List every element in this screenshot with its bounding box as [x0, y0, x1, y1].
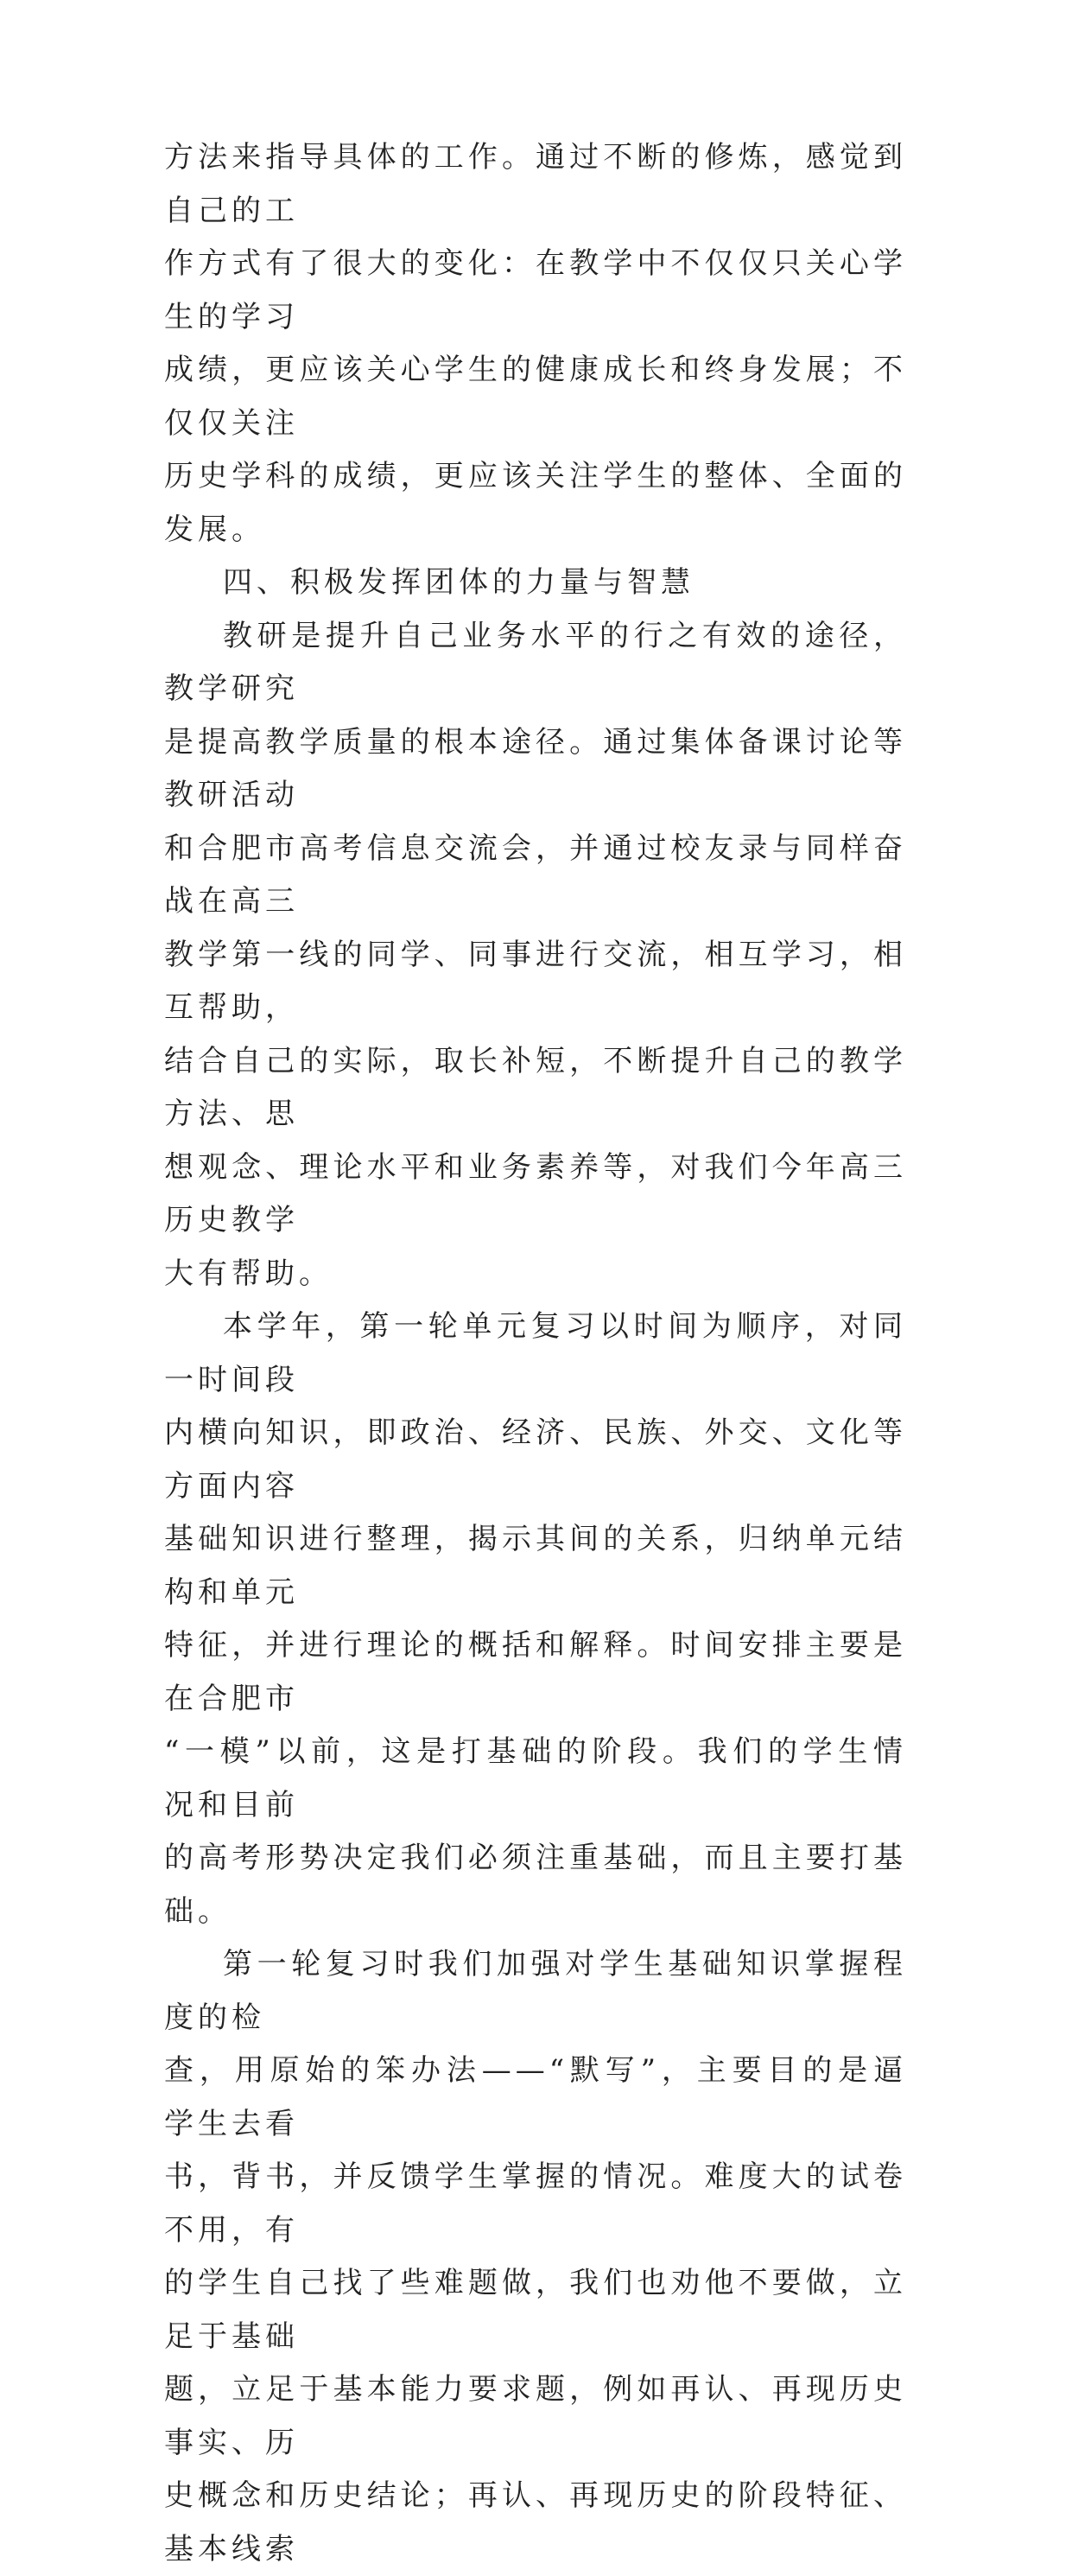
- document-body: [164, 131, 907, 2576]
- text-line: 的高考形势决定我们必须注重基础，而且主要打基础。: [164, 1841, 907, 1929]
- text-line: 内横向知识，即政治、经济、民族、外交、文化等方面内容: [164, 1415, 907, 1504]
- text-line: 书，背书，并反馈学生掌握的情况。难度大的试卷不用，有: [164, 2159, 907, 2248]
- text-line: 查，用原始的笨办法——“默写”，主要目的是逼学生去看: [164, 2053, 907, 2141]
- text-line: 历史学科的成绩，更应该关注学生的整体、全面的发展。: [164, 459, 907, 547]
- text-line: 是提高教学质量的根本途径。通过集体备课讨论等教研活动: [164, 724, 907, 812]
- section-heading: [164, 557, 907, 610]
- text-line: 方法来指导具体的工作。通过不断的修炼，感觉到自己的工: [164, 140, 907, 228]
- text-line: 教研是提升自己业务水平的行之有效的途径，教学研究: [164, 618, 907, 706]
- text-line: 特征，并进行理论的概括和解释。时间安排主要是在合肥市: [164, 1628, 907, 1716]
- text-line: 和合肥市高考信息交流会，并通过校友录与同样奋战在高三: [164, 830, 907, 919]
- text-line: 作方式有了很大的变化：在教学中不仅仅只关心学生的学习: [164, 246, 907, 334]
- text-line: 第一轮复习时我们加强对学生基础知识掌握程度的检: [164, 1947, 907, 2035]
- text-line: 基础知识进行整理，揭示其间的关系，归纳单元结构和单元: [164, 1522, 907, 1610]
- heading-text: 四、积极发挥团体的力量与智慧: [223, 565, 695, 600]
- paragraph-1: [164, 131, 907, 557]
- text-line: 的学生自己找了些难题做，我们也劝他不要做，立足于基础: [164, 2266, 907, 2354]
- text-line: 成绩，更应该关心学生的健康成长和终身发展；不仅仅关注: [164, 353, 907, 441]
- paragraph-3: [164, 610, 907, 1301]
- text-line: 想观念、理论水平和业务素养等，对我们今年高三历史教学: [164, 1149, 907, 1237]
- paragraph-4: [164, 1301, 907, 1938]
- text-line: 教学第一线的同学、同事进行交流，相互学习，相互帮助，: [164, 937, 907, 1025]
- text-line: 大有帮助。: [164, 1256, 333, 1291]
- text-line: 结合自己的实际，取长补短，不断提升自己的教学方法、思: [164, 1043, 907, 1131]
- text-line: 题，立足于基本能力要求题，例如再认、再现历史事实、历: [164, 2372, 907, 2460]
- text-line: 本学年，第一轮单元复习以时间为顺序，对同一时间段: [164, 1309, 907, 1397]
- text-line: “一模”以前，这是打基础的阶段。我们的学生情况和目前: [164, 1734, 907, 1822]
- paragraph-5: [164, 1938, 907, 2576]
- text-line: 史概念和历史结论；再认、再现历史的阶段特征、基本线索: [164, 2478, 907, 2566]
